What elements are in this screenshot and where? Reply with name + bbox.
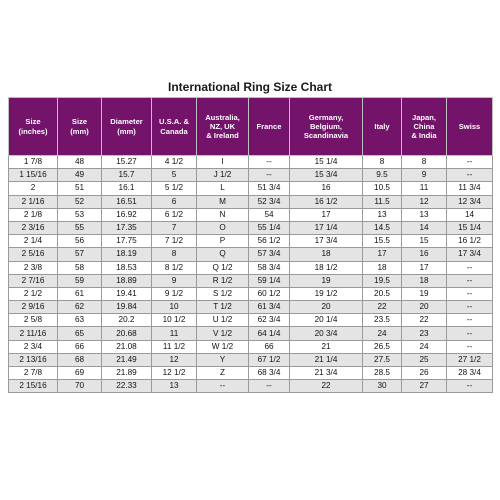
table-cell: 12 [402,195,447,208]
table-cell: 7 1/2 [152,235,197,248]
table-cell: 54 [249,208,290,221]
table-cell: 10.5 [363,182,402,195]
table-row [9,156,493,169]
column-header: Germany, Belgium, Scandinavia [290,98,363,156]
table-cell: 21.89 [102,367,152,380]
table-cell: 57 3/4 [249,248,290,261]
table-cell: 62 [58,301,102,314]
table-cell: 12 [152,353,197,366]
table-cell: -- [447,169,493,182]
table-cell: 16.1 [102,182,152,195]
table-cell: 27 [402,380,447,393]
table-cell: 2 1/8 [9,208,58,221]
table-cell: 20 3/4 [290,327,363,340]
table-cell: -- [249,169,290,182]
table-cell: 12 1/2 [152,367,197,380]
table-cell: -- [447,156,493,169]
table-cell: 17.35 [102,221,152,234]
table-cell: 20.68 [102,327,152,340]
table-cell: N [197,208,249,221]
table-cell: Q [197,248,249,261]
table-cell: 18.53 [102,261,152,274]
table-row [9,340,493,353]
table-cell: 48 [58,156,102,169]
table-row [9,169,493,182]
table-row [9,248,493,261]
table-cell: 9 [402,169,447,182]
table-row [9,208,493,221]
table-cell: 15 3/4 [290,169,363,182]
column-header: Australia, NZ, UK & Ireland [197,98,249,156]
table-cell: 2 13/16 [9,353,58,366]
table-cell: 8 [402,156,447,169]
table-cell: J 1/2 [197,169,249,182]
table-cell: Q 1/2 [197,261,249,274]
table-cell: 5 1/2 [152,182,197,195]
table-cell: 2 7/8 [9,367,58,380]
table-cell: 18.89 [102,274,152,287]
column-header: Diameter (mm) [102,98,152,156]
table-cell: U 1/2 [197,314,249,327]
table-cell: 18 1/2 [290,261,363,274]
table-cell: 2 1/16 [9,195,58,208]
table-cell: 19.84 [102,301,152,314]
table-cell: -- [447,340,493,353]
table-cell: 19 1/2 [290,287,363,300]
column-header: Japan, China & India [402,98,447,156]
table-cell: 14.5 [363,221,402,234]
table-cell: L [197,182,249,195]
column-header: Size (inches) [9,98,58,156]
table-cell: T 1/2 [197,301,249,314]
table-cell: 67 1/2 [249,353,290,366]
table-cell: 9 [152,274,197,287]
table-cell: -- [447,261,493,274]
table-row [9,327,493,340]
table-row [9,235,493,248]
table-cell: 17.75 [102,235,152,248]
table-row [9,380,493,393]
table-cell: 15.7 [102,169,152,182]
table-cell: 66 [249,340,290,353]
table-cell: 53 [58,208,102,221]
table-cell: 7 [152,221,197,234]
table-cell: -- [249,380,290,393]
table-cell: 6 1/2 [152,208,197,221]
table-cell: 6 [152,195,197,208]
table-cell: 9 1/2 [152,287,197,300]
table-cell: 70 [58,380,102,393]
table-cell: 17 3/4 [290,235,363,248]
table-cell: 51 3/4 [249,182,290,195]
table-cell: 16 1/2 [290,195,363,208]
table-row [9,287,493,300]
table-row [9,301,493,314]
table-cell: 8 [363,156,402,169]
table-row [9,367,493,380]
table-cell: 26 [402,367,447,380]
table-row [9,221,493,234]
table-cell: S 1/2 [197,287,249,300]
table-cell: 11 3/4 [447,182,493,195]
table-cell: 10 1/2 [152,314,197,327]
table-cell: 58 [58,261,102,274]
table-cell: 16 [402,248,447,261]
table-cell: 30 [363,380,402,393]
table-cell: M [197,195,249,208]
table-cell: 59 [58,274,102,287]
table-row [9,274,493,287]
table-cell: 68 3/4 [249,367,290,380]
table-cell: 9.5 [363,169,402,182]
table-cell: 55 [58,221,102,234]
table-cell: 68 [58,353,102,366]
table-cell: 16.92 [102,208,152,221]
table-cell: 57 [58,248,102,261]
table-cell: 24 [402,340,447,353]
table-cell: 15 1/4 [447,221,493,234]
table-cell: 2 [9,182,58,195]
table-cell: 1 7/8 [9,156,58,169]
column-header: U.S.A. & Canada [152,98,197,156]
table-cell: 21 1/4 [290,353,363,366]
table-cell: 49 [58,169,102,182]
table-cell: 18 [402,274,447,287]
table-cell: 65 [58,327,102,340]
table-cell: 17 [363,248,402,261]
table-cell: 2 5/8 [9,314,58,327]
table-cell: 14 [447,208,493,221]
table-cell: 60 1/2 [249,287,290,300]
column-header: Italy [363,98,402,156]
table-cell: 22 [402,314,447,327]
table-cell: 11 1/2 [152,340,197,353]
table-cell: 21.49 [102,353,152,366]
table-cell: 16.51 [102,195,152,208]
table-cell: -- [447,327,493,340]
table-cell: 2 11/16 [9,327,58,340]
table-cell: -- [197,380,249,393]
table-cell: 16 1/2 [447,235,493,248]
table-cell: 27 1/2 [447,353,493,366]
table-cell: 28.5 [363,367,402,380]
table-cell: 16 [290,182,363,195]
table-cell: P [197,235,249,248]
table-cell: 56 1/2 [249,235,290,248]
table-body [9,156,493,393]
table-cell: 1 15/16 [9,169,58,182]
table-cell: 21 [290,340,363,353]
table-cell: 62 3/4 [249,314,290,327]
table-cell: -- [249,156,290,169]
table-cell: 4 1/2 [152,156,197,169]
table-cell: 21 3/4 [290,367,363,380]
table-cell: 52 3/4 [249,195,290,208]
table-cell: 5 [152,169,197,182]
table-cell: 20 1/4 [290,314,363,327]
table-cell: 2 3/16 [9,221,58,234]
table-cell: 18 [290,248,363,261]
table-cell: 11 [402,182,447,195]
table-cell: 17 [402,261,447,274]
table-cell: Y [197,353,249,366]
table-cell: 19 [402,287,447,300]
table-cell: 8 [152,248,197,261]
table-cell: O [197,221,249,234]
table-cell: 17 3/4 [447,248,493,261]
table-cell: 61 3/4 [249,301,290,314]
table-cell: -- [447,314,493,327]
column-header: Size (mm) [58,98,102,156]
table-cell: 11 [152,327,197,340]
table-cell: 24 [363,327,402,340]
table-cell: 22 [363,301,402,314]
table-cell: 15.27 [102,156,152,169]
table-cell: 13 [402,208,447,221]
table-cell: 15.5 [363,235,402,248]
table-cell: 19 [290,274,363,287]
header-row [9,98,493,156]
table-cell: 23 [402,327,447,340]
table-cell: 17 1/4 [290,221,363,234]
table-cell: 26.5 [363,340,402,353]
table-cell: 13 [152,380,197,393]
table-row [9,261,493,274]
table-cell: -- [447,380,493,393]
table-cell: 15 1/4 [290,156,363,169]
table-cell: 66 [58,340,102,353]
ring-size-table [8,97,493,393]
table-cell: -- [447,301,493,314]
table-row [9,195,493,208]
table-cell: 25 [402,353,447,366]
table-cell: 18.19 [102,248,152,261]
table-cell: R 1/2 [197,274,249,287]
table-cell: 20.5 [363,287,402,300]
table-cell: 22.33 [102,380,152,393]
table-cell: 11.5 [363,195,402,208]
table-cell: W 1/2 [197,340,249,353]
table-cell: 2 7/16 [9,274,58,287]
table-cell: -- [447,274,493,287]
table-cell: 13 [363,208,402,221]
table-cell: 51 [58,182,102,195]
table-cell: 28 3/4 [447,367,493,380]
table-cell: 69 [58,367,102,380]
table-cell: V 1/2 [197,327,249,340]
table-row [9,314,493,327]
column-header: Swiss [447,98,493,156]
chart-title: International Ring Size Chart [167,80,332,94]
table-cell: 23.5 [363,314,402,327]
table-cell: 20.2 [102,314,152,327]
table-cell: 19.41 [102,287,152,300]
table-cell: 12 3/4 [447,195,493,208]
table-cell: 64 1/4 [249,327,290,340]
table-cell: Z [197,367,249,380]
table-cell: 10 [152,301,197,314]
table-cell: -- [447,287,493,300]
table-cell: 20 [402,301,447,314]
column-header: France [249,98,290,156]
table-cell: I [197,156,249,169]
table-cell: 2 3/4 [9,340,58,353]
table-cell: 21.08 [102,340,152,353]
table-cell: 2 15/16 [9,380,58,393]
table-cell: 56 [58,235,102,248]
table-row [9,182,493,195]
table-cell: 2 9/16 [9,301,58,314]
table-cell: 27.5 [363,353,402,366]
table-cell: 19.5 [363,274,402,287]
table-cell: 15 [402,235,447,248]
table-cell: 55 1/4 [249,221,290,234]
table-cell: 14 [402,221,447,234]
table-cell: 18 [363,261,402,274]
table-row [9,353,493,366]
table-cell: 63 [58,314,102,327]
table-cell: 58 3/4 [249,261,290,274]
table-cell: 59 1/4 [249,274,290,287]
table-cell: 2 5/16 [9,248,58,261]
table-cell: 52 [58,195,102,208]
table-cell: 8 1/2 [152,261,197,274]
table-cell: 2 1/2 [9,287,58,300]
table-cell: 20 [290,301,363,314]
table-cell: 2 3/8 [9,261,58,274]
table-cell: 22 [290,380,363,393]
table-cell: 2 1/4 [9,235,58,248]
table-cell: 61 [58,287,102,300]
table-cell: 17 [290,208,363,221]
